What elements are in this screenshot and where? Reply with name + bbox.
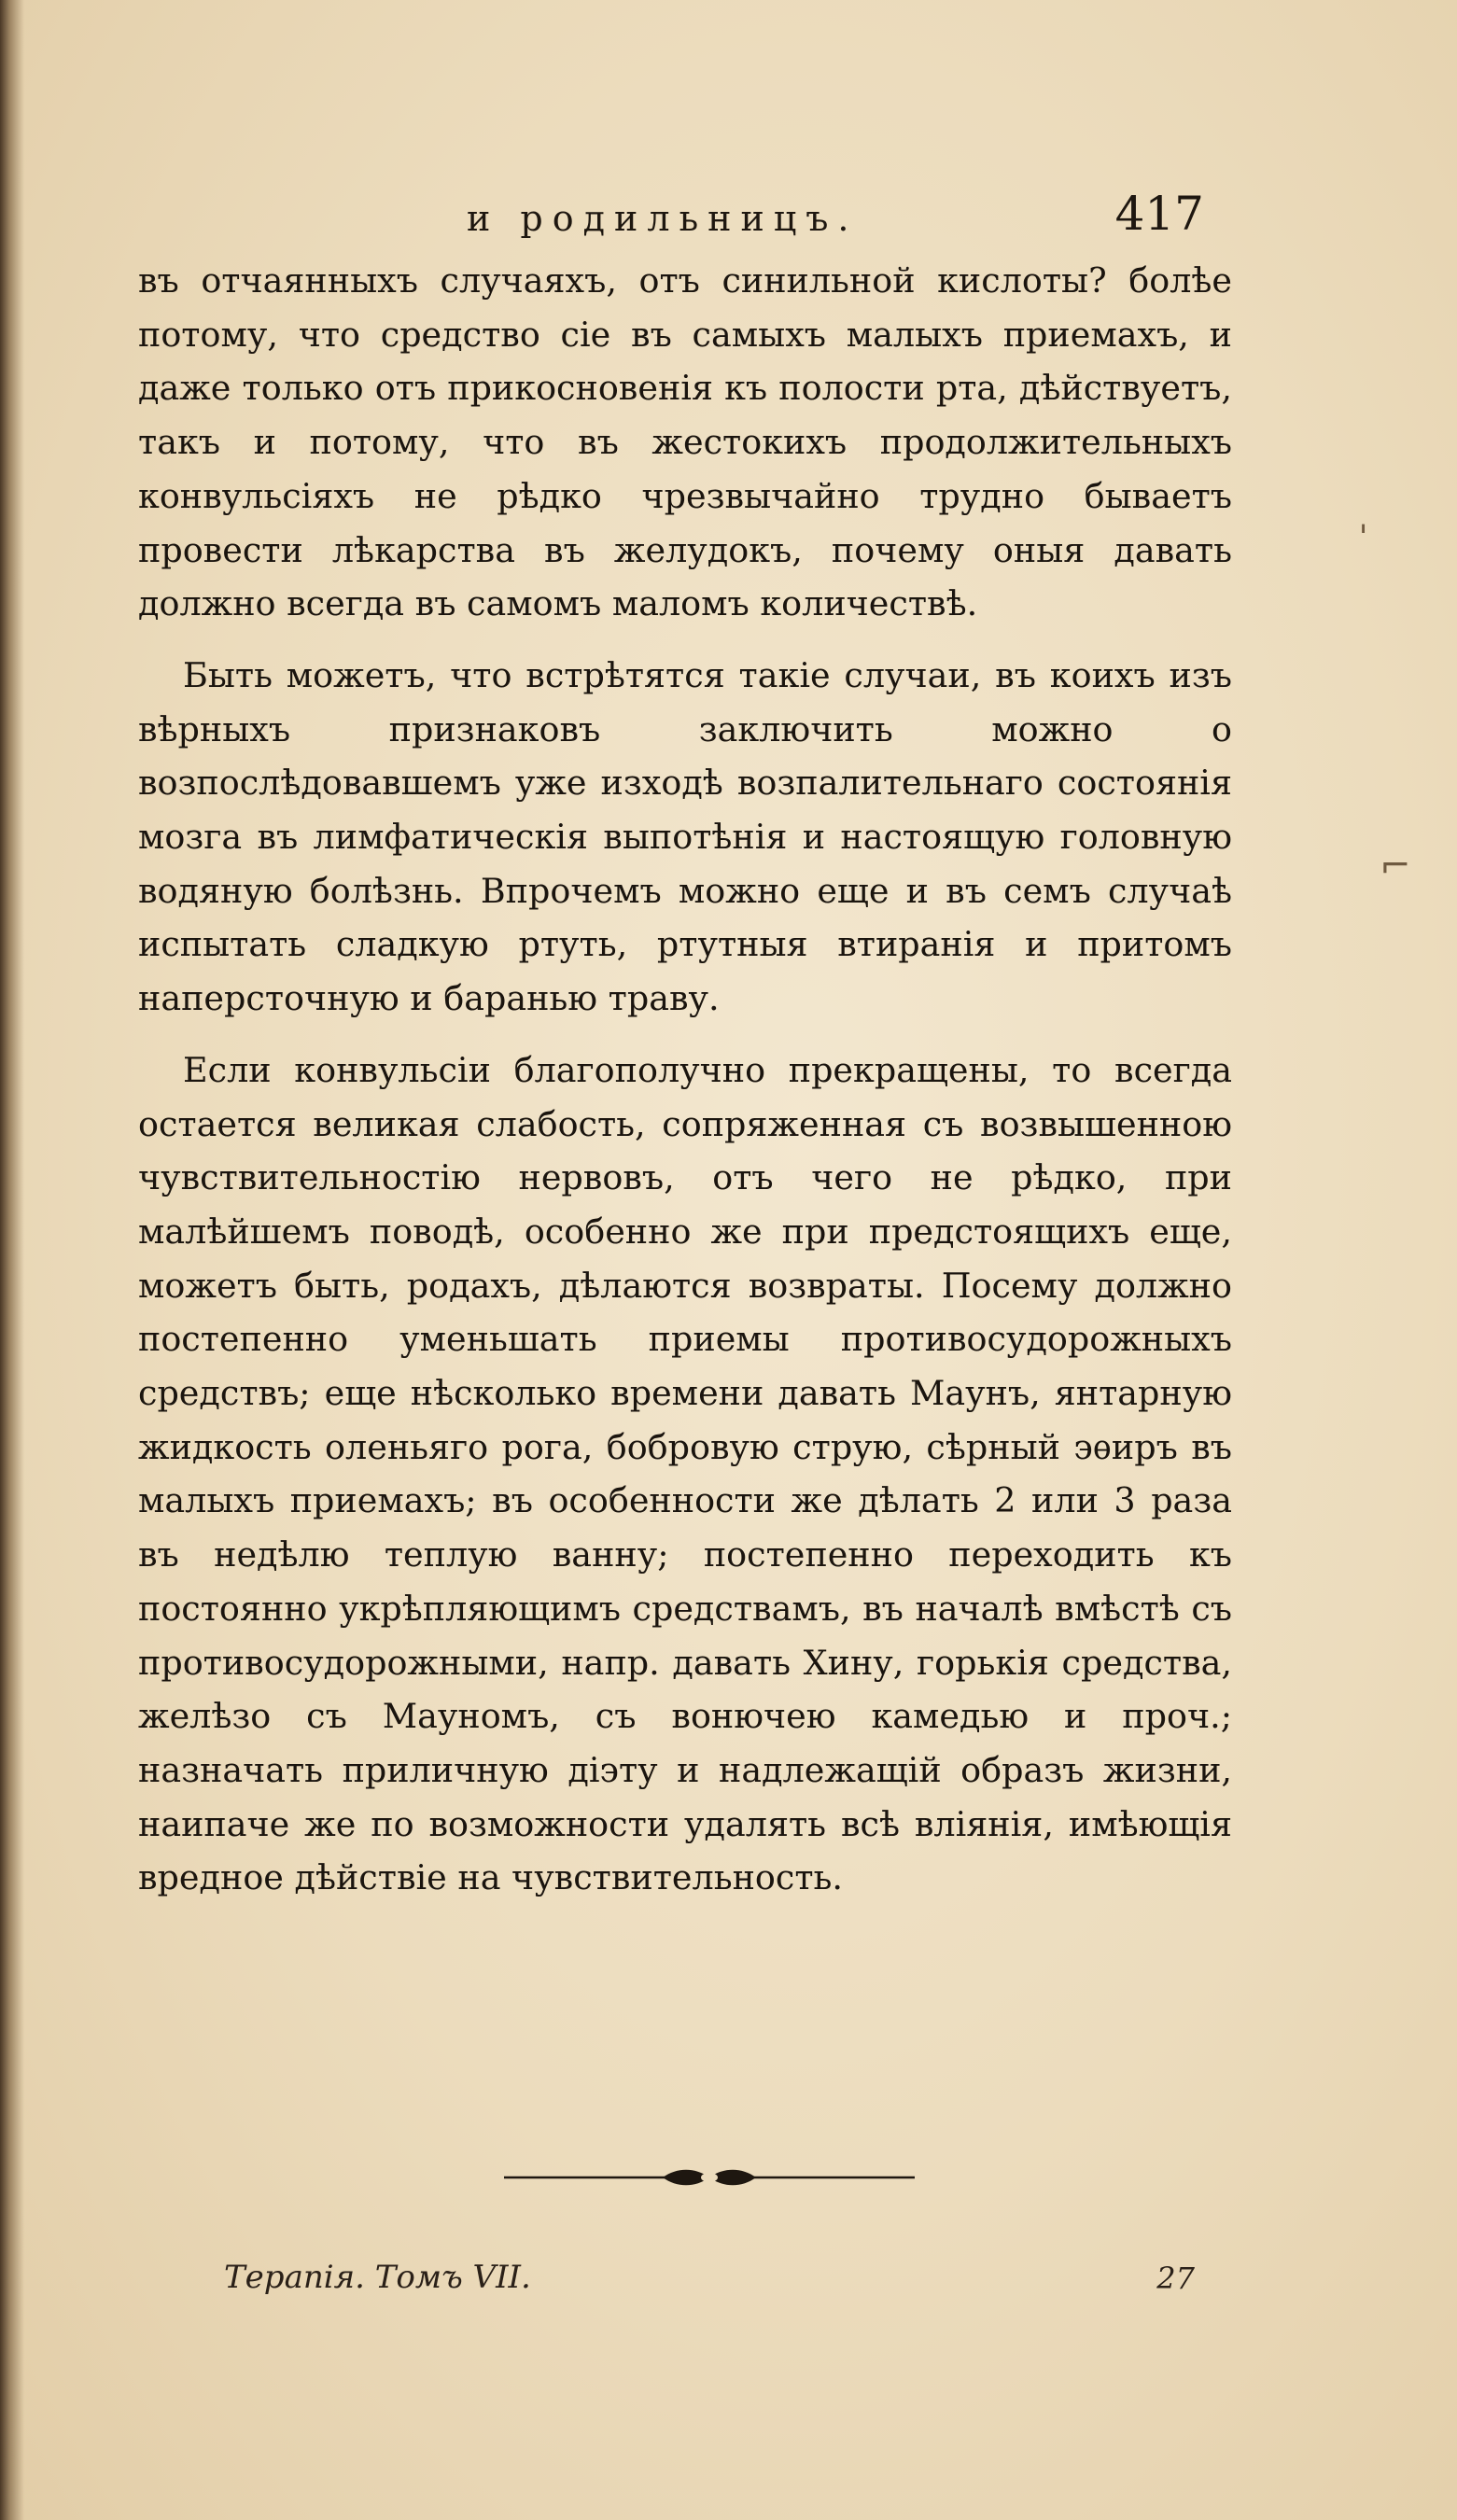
paragraph-1: въ отчаянныхъ случаяхъ, отъ синильной кислоты? болѣе потому, что средство сіе въ самыхъ малыхъ приемахъ, и даже только отъ прикосновенія къ полости рта, дѣйствуетъ, такъ и потому, что въ жестокихъ продолжительныхъ конвульсіяхъ не рѣдко чрезвычайно трудно бываетъ провести лѣкарства въ желудокъ, почему оныя давать должно всегда въ самомъ маломъ количествѣ. — [138, 260, 1232, 624]
sheet-number: 27 — [1156, 2261, 1195, 2296]
page-footer — [224, 2259, 1195, 2315]
page-spine-shadow — [0, 0, 24, 2520]
paragraph-2: Быть можетъ, что встрѣтятся такіе случаи, въ коихъ изъ вѣрныхъ признаковъ заключить можно о возпослѣдовавшемъ уже изходѣ возпалительнаго состоянія мозга въ лимфатическія выпотѣнія и настоящую головную водяную болѣзнь. Впрочемъ можно еще и въ семъ случаѣ испытать сладкую ртуть, ртутныя втиранія и притомъ наперсточную и баранью траву. — [138, 654, 1232, 1019]
paragraph-3: Если конвульсіи благополучно прекращены, то всегда остается великая слабость, сопряженная съ возвышенною чувствительностію нервовъ, отъ чего не рѣдко, при малѣйшемъ поводѣ, особенно же при предстоящихъ еще, можетъ быть, родахъ, дѣлаются возвраты. Посему должно постепенно уменьшать приемы противосудорожныхъ средствъ; еще нѣсколько времени давать Маунъ, янтарную жидкость оленьяго рога, бобровую струю, сѣрный эѳиръ въ малыхъ приемахъ; въ особенности же дѣлать 2 или 3 раза въ недѣлю теплую ванну; постепенно переходить къ постоянно укрѣпляющимъ средствамъ, въ началѣ вмѣстѣ съ противосудорожными, напр. давать Хину, горькія средства, желѣзо съ Мауномъ, съ вонючею камедью и проч.; назначать приличную діэту и надлежащій образъ жизни, наипаче же по возможности удалять всѣ вліянія, имѣющія вредное дѣйствіе на чувствительность. — [138, 1049, 1232, 1898]
running-head-title: и родильницъ. — [467, 198, 859, 239]
signature-mark: Терапія. Томъ VII. — [224, 2259, 531, 2296]
margin-mark: ⌐ — [1380, 845, 1411, 888]
margin-mark: ˌ — [1358, 495, 1368, 538]
ornamental-rule — [504, 2163, 915, 2191]
body-text — [138, 254, 1232, 1923]
running-head — [140, 187, 1232, 252]
page-number: 417 — [1114, 187, 1204, 241]
